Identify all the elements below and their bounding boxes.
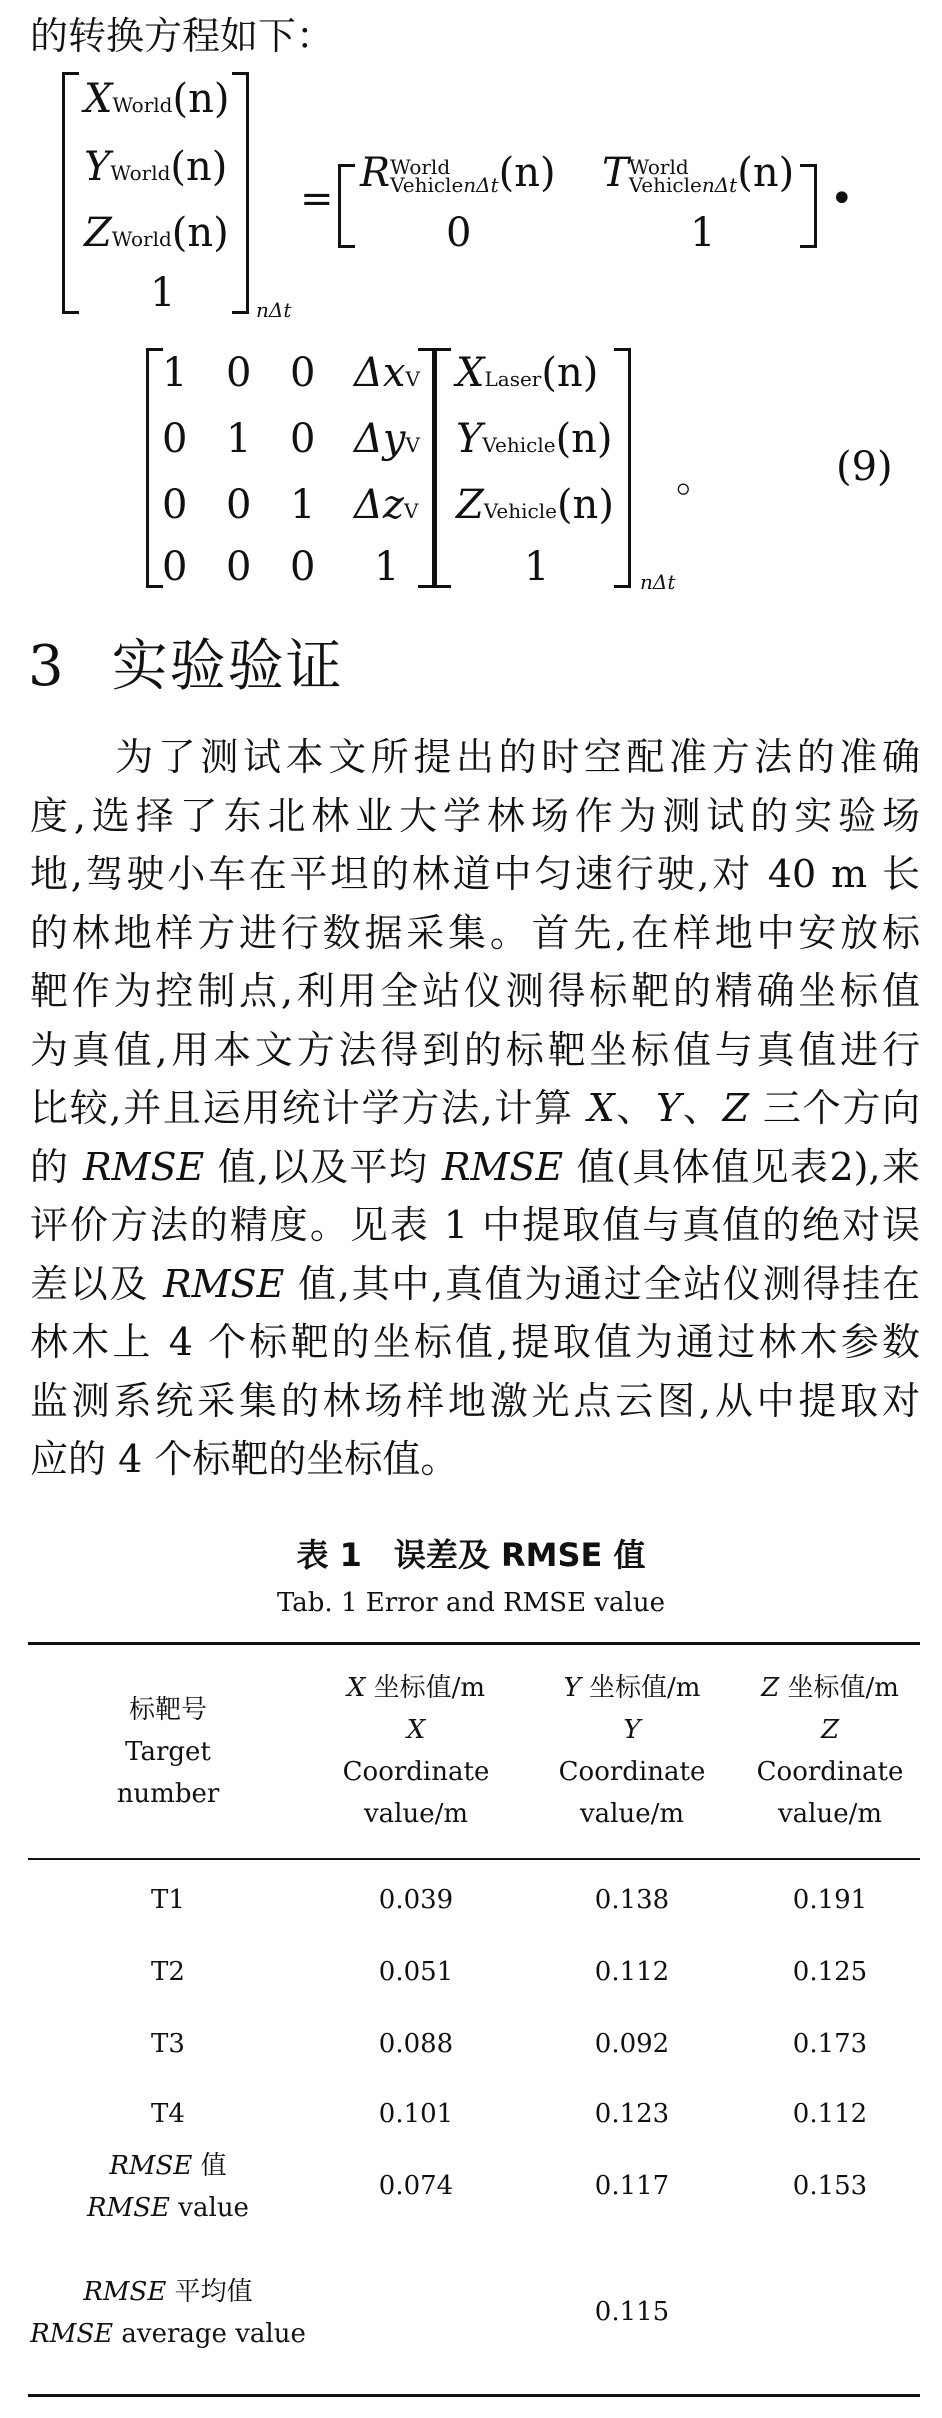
shift-cell: 1 xyxy=(226,416,252,462)
column-header: X xyxy=(406,1715,426,1745)
period: 。 xyxy=(676,455,716,501)
table-header-rule xyxy=(28,1858,920,1860)
paragraph-line: 为了测试本文所提出的时空配准方法的准确 xyxy=(30,735,920,779)
shift-cell: ΔxV xyxy=(354,350,420,396)
shift-cell: 0 xyxy=(162,544,188,590)
paragraph-line: 度,选择了东北林业大学林场作为测试的实验场 xyxy=(30,793,920,838)
rmse-value: 0.074 xyxy=(378,2171,454,2201)
lhs-one: 1 xyxy=(150,270,176,316)
shift-right-bracket xyxy=(418,348,435,588)
paragraph-line: 比较,并且运用统计学方法,计算 X、Y、Z 三个方向 xyxy=(30,1086,920,1130)
table-cell: 0.112 xyxy=(594,1957,670,1987)
tf-left-bracket xyxy=(338,164,355,248)
column-header: Z xyxy=(820,1715,840,1745)
column-header: Coordinate xyxy=(342,1757,490,1787)
paragraph-line: 的 RMSE 值,以及平均 RMSE 值(具体值见表2),来 xyxy=(30,1144,920,1189)
section-heading xyxy=(28,632,344,702)
lhs-left-bracket xyxy=(62,72,79,314)
avg-label-cn: RMSE 平均值 xyxy=(83,2277,253,2307)
column-header: value/m xyxy=(363,1799,469,1829)
row-label: T2 xyxy=(151,1957,185,1987)
paragraph-line: 为真值,用本文方法得到的标靶坐标值与真值进行 xyxy=(30,1027,920,1072)
shift-cell: 0 xyxy=(226,544,252,590)
table-caption-cn: 表 1 误差及 RMSE 值 xyxy=(296,1536,646,1574)
row-label: T4 xyxy=(151,2099,185,2129)
table-cell: 0.173 xyxy=(792,2029,868,2059)
column-header: Y xyxy=(623,1715,641,1745)
shift-cell: 0 xyxy=(290,416,316,462)
tf-one: 1 xyxy=(690,210,716,256)
table-cell: 0.101 xyxy=(378,2099,454,2129)
table-cell: 0.112 xyxy=(792,2099,868,2129)
paragraph-line: 林木上 4 个标靶的坐标值,提取值为通过林木参数 xyxy=(30,1320,920,1364)
rmse-label-cn: RMSE 值 xyxy=(109,2151,227,2181)
table-cell: 0.191 xyxy=(792,1885,868,1915)
paragraph-line: 的林地样方进行数据采集。首先,在样地中安放标 xyxy=(30,910,920,955)
row-label: T1 xyxy=(151,1885,185,1915)
rmse-label-en: RMSE value xyxy=(87,2193,249,2223)
table-cell: 0.092 xyxy=(594,2029,670,2059)
column-header: Z 坐标值/m xyxy=(761,1673,899,1703)
paragraph-line: 地,驾驶小车在平坦的林道中匀速行驶,对 40 m 长 xyxy=(30,852,920,896)
table-cell: 0.051 xyxy=(378,1957,454,1987)
paragraph-line: 差以及 RMSE 值,其中,真值为通过全站仪测得挂在 xyxy=(30,1261,920,1306)
table-caption-en: Tab. 1 Error and RMSE value xyxy=(276,1588,666,1618)
table-cell: 0.123 xyxy=(594,2099,670,2129)
table-cell: 0.039 xyxy=(378,1885,454,1915)
table-bottom-rule xyxy=(28,2394,920,2397)
column-header: X 坐标值/m xyxy=(346,1673,486,1703)
rmse-value: 0.153 xyxy=(792,2171,868,2201)
table-cell: 0.088 xyxy=(378,2029,454,2059)
section-number: 3 xyxy=(28,634,66,699)
rhs-left-bracket xyxy=(434,348,451,588)
rhs-one: 1 xyxy=(524,544,550,590)
column-header: Y 坐标值/m xyxy=(563,1673,701,1703)
column-header: Coordinate xyxy=(558,1757,706,1787)
shift-cell: 0 xyxy=(162,482,188,528)
rhs-z: ZVehicle(n) xyxy=(456,482,614,528)
column-header: Coordinate xyxy=(756,1757,904,1787)
lhs-right-bracket xyxy=(232,72,249,314)
table-top-rule xyxy=(28,1642,920,1645)
column-header: Target xyxy=(125,1737,211,1767)
column-header: value/m xyxy=(579,1799,685,1829)
rmse-average-value: 0.115 xyxy=(594,2297,670,2327)
lhs-step-sub: nΔt xyxy=(256,298,292,322)
shift-cell: 1 xyxy=(290,482,316,528)
paragraph-line: 应的 4 个标靶的坐标值。 xyxy=(30,1437,459,1481)
shift-cell: 0 xyxy=(162,416,188,462)
column-header: value/m xyxy=(777,1799,883,1829)
rhs-x: XLaser(n) xyxy=(456,350,599,396)
eq-sign: = xyxy=(300,176,334,222)
column-header: 标靶号 xyxy=(128,1695,207,1725)
translation-term: T World VehiclenΔt (n) xyxy=(602,150,795,197)
paragraph-line: 靶作为控制点,利用全站仪测得标靶的精确坐标值 xyxy=(30,969,920,1013)
intro-text: 的转换方程如下： xyxy=(30,14,335,58)
lhs-x: XWorld(n) xyxy=(84,76,230,122)
rhs-right-bracket xyxy=(614,348,631,588)
paragraph-line: 监测系统采集的林场样地激光点云图,从中提取对 xyxy=(30,1378,920,1423)
rmse-value: 0.117 xyxy=(594,2171,670,2201)
lhs-z: ZWorld(n) xyxy=(84,210,229,256)
body-paragraph xyxy=(30,728,920,1489)
shift-cell: 0 xyxy=(290,350,316,396)
bullet: • xyxy=(830,176,854,222)
rhs-y: YVehicle(n) xyxy=(456,416,613,462)
shift-cell: 0 xyxy=(226,482,252,528)
avg-label-en: RMSE average value xyxy=(30,2319,306,2349)
table-cell: 0.138 xyxy=(594,1885,670,1915)
tf-right-bracket xyxy=(800,164,817,248)
shift-cell: 1 xyxy=(162,350,188,396)
shift-cell: 0 xyxy=(290,544,316,590)
shift-left-bracket xyxy=(146,348,163,588)
table-cell: 0.125 xyxy=(792,1957,868,1987)
column-header: number xyxy=(116,1779,220,1809)
tf-zero: 0 xyxy=(446,210,472,256)
equation-number: (9) xyxy=(836,444,893,490)
rhs-step-sub: nΔt xyxy=(640,570,676,594)
row-label: T3 xyxy=(151,2029,185,2059)
rotation-term: R World VehiclenΔt (n) xyxy=(360,150,556,197)
shift-cell: ΔzV xyxy=(354,482,419,528)
section-title: 实验验证 xyxy=(111,634,344,699)
shift-cell: ΔyV xyxy=(354,416,420,462)
shift-cell: 0 xyxy=(226,350,252,396)
lhs-y: YWorld(n) xyxy=(84,144,228,190)
paragraph-line: 评价方法的精度。见表 1 中提取值与真值的绝对误 xyxy=(30,1203,920,1247)
shift-cell: 1 xyxy=(374,544,400,590)
